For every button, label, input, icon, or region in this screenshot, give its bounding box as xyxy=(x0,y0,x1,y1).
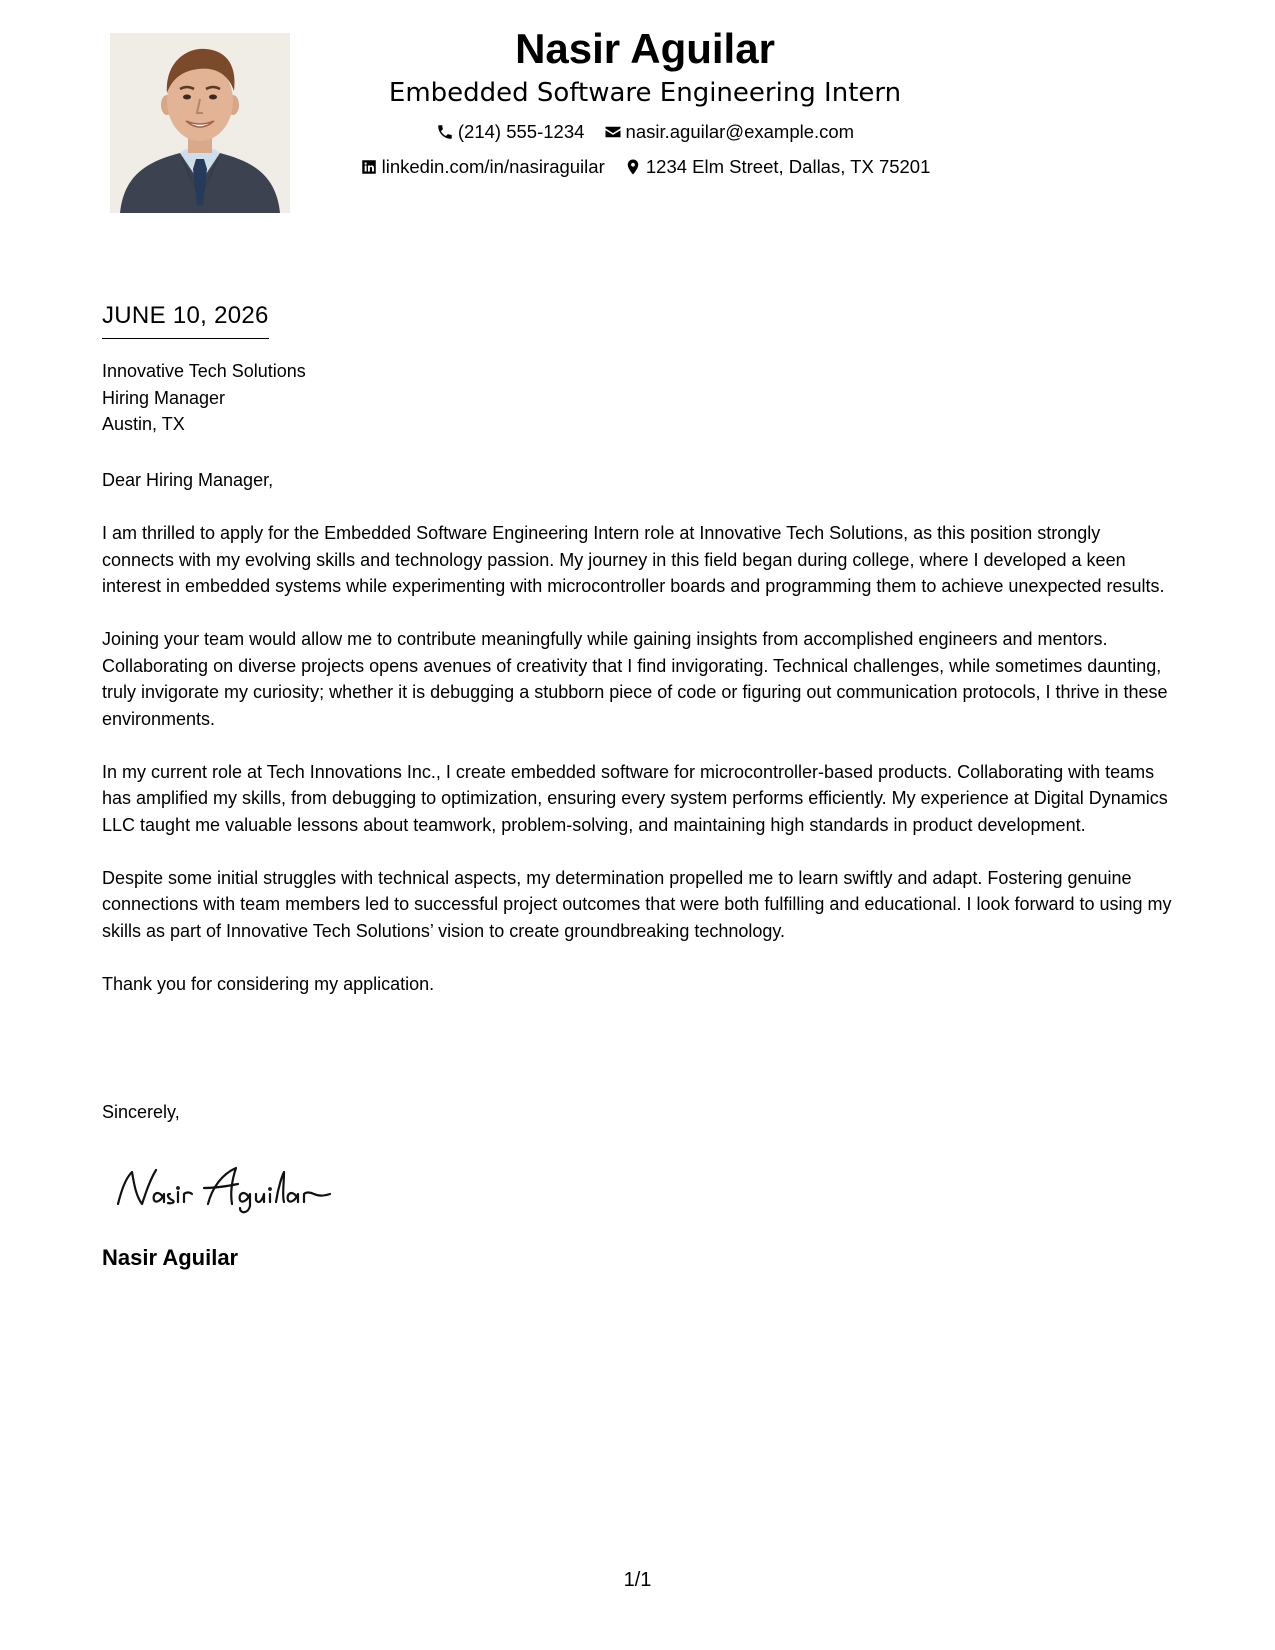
salutation: Dear Hiring Manager, xyxy=(102,470,274,490)
address-text: 1234 Elm Street, Dallas, TX 75201 xyxy=(645,156,931,177)
recipient-company: Innovative Tech Solutions xyxy=(102,361,306,381)
thank-you-line: Thank you for considering my application. xyxy=(102,973,435,994)
contact-phone xyxy=(436,116,585,148)
letter-date: JUNE 10, 2026 xyxy=(102,300,269,339)
signed-name: Nasir Aguilar xyxy=(102,1245,239,1270)
linkedin-icon xyxy=(360,158,378,176)
body-paragraph: Despite some initial struggles with technical aspects, my determination propelled me to learn swiftly and adapt. Fostering genuine connections with team members led to successful project outcomes that were both fulfilling and educational. I look forward to using my skills as part of Innovative Tech Solutions’ vision to create groundbreaking technology. xyxy=(102,867,1172,941)
contact-line-primary xyxy=(290,116,1000,151)
body-paragraph: I am thrilled to apply for the Embedded Software Engineering Intern role at Innovative Tech Solutions, as this position strongly connects with my evolving skills and technology passion. My journey in this field began during college, where I developed a keen interest in embedded systems while experimenting with microcontroller boards and programming them to achieve unexpected results. xyxy=(102,523,1165,596)
phone-icon xyxy=(436,123,454,141)
applicant-name: Nasir Aguilar xyxy=(515,25,775,72)
body-paragraph: Joining your team would allow me to contribute meaningfully while gaining insights from accomplished engineers and mentors. Collaborating on diverse projects opens avenues of creativity that I find invigorating. Technical challenges, while sometimes daunting, truly invigorate my curiosity; whether it is debugging a stubborn piece of code or figuring out communication protocols, I thrive in these environments. xyxy=(102,629,1168,729)
contact-address xyxy=(624,151,931,183)
body-paragraph: In my current role at Tech Innovations Inc., I create embedded software for microcontroller-based products. Collaborating with teams has amplified my skills, from debugging to optimization, ensuring every system performs efficiently. My experience at Digital Dynamics LLC taught me valuable lessons about teamwork, problem-solving, and maintaining high standards in product development. xyxy=(102,761,1168,835)
contact-line-secondary xyxy=(290,151,1000,186)
phone-text: (214) 555-1234 xyxy=(457,121,585,142)
applicant-title: Embedded Software Engineering Intern xyxy=(388,78,902,108)
envelope-icon xyxy=(604,123,622,141)
handwritten-signature xyxy=(112,1158,362,1218)
letter-header xyxy=(290,22,1000,186)
portrait-image xyxy=(110,33,290,213)
page-number: 1/1 xyxy=(623,1569,652,1591)
closing: Sincerely, xyxy=(102,1102,180,1122)
letter-body xyxy=(102,467,1177,1024)
email-text: nasir.aguilar@example.com xyxy=(625,121,855,142)
map-pin-icon xyxy=(624,158,642,176)
profile-photo xyxy=(110,33,290,213)
linkedin-text: linkedin.com/in/nasiraguilar xyxy=(381,156,605,177)
contact-linkedin xyxy=(360,151,605,183)
contact-email xyxy=(604,116,855,148)
recipient-block xyxy=(102,358,306,438)
recipient-location: Austin, TX xyxy=(102,414,185,434)
recipient-role: Hiring Manager xyxy=(102,387,226,408)
